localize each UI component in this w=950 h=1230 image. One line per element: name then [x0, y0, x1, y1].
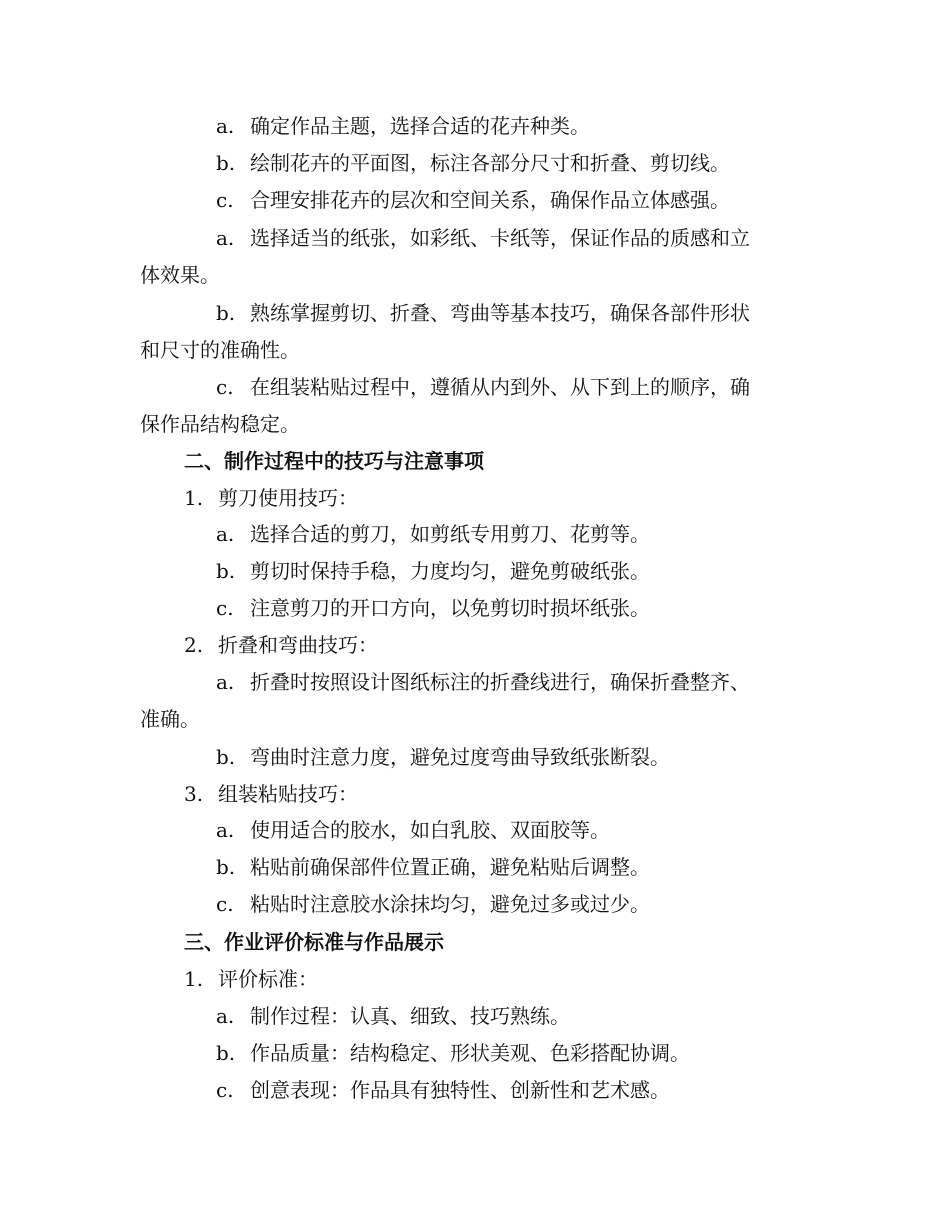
list-item-text: 注意剪刀的开口方向，以免剪切时损坏纸张。 [250, 596, 650, 620]
list-item-text: 作品质量：结构稳定、形状美观、色彩搭配协调。 [250, 1041, 690, 1065]
list-item [140, 776, 844, 812]
list-item [140, 516, 876, 552]
list-item-text: 确定作品主题，选择合适的花卉种类。 [250, 114, 590, 138]
list-marker: b. [216, 151, 236, 175]
list-item [140, 849, 876, 885]
list-marker: c. [216, 596, 234, 620]
list-item [140, 108, 876, 144]
section-heading: 三、作业评价标准与作品展示 [184, 930, 444, 954]
list-marker: c. [216, 188, 234, 212]
list-marker: a. [216, 226, 235, 250]
list-item-text: 组装粘贴技巧： [218, 782, 358, 806]
list-item [140, 553, 876, 589]
list-item-text: 创意表现：作品具有独特性、创新性和艺术感。 [250, 1078, 670, 1102]
list-item [140, 664, 876, 700]
list-marker: b. [216, 1041, 236, 1065]
list-item-text: 折叠和弯曲技巧： [218, 633, 378, 657]
list-marker: a. [216, 818, 235, 842]
list-item-text: 弯曲时注意力度，避免过度弯曲导致纸张断裂。 [250, 745, 670, 769]
list-item-text: 在组装粘贴过程中，遵循从内到外、从下到上的顺序，确 [250, 375, 750, 399]
list-item-continuation: 体效果。 [140, 263, 220, 287]
list-marker: c. [216, 375, 234, 399]
list-item-text: 折叠时按照设计图纸标注的折叠线进行，确保折叠整齐、 [250, 670, 750, 694]
list-item-text: 选择合适的剪刀，如剪纸专用剪刀、花剪等。 [250, 522, 650, 546]
list-marker: a. [216, 114, 235, 138]
list-marker: c. [216, 892, 234, 916]
list-item [140, 739, 876, 775]
list-marker: a. [216, 670, 235, 694]
list-item [140, 220, 876, 256]
list-item-continuation: 和尺寸的准确性。 [140, 338, 300, 362]
section-heading: 二、制作过程中的技巧与注意事项 [184, 449, 484, 473]
list-marker: 1. [184, 967, 204, 991]
list-item-text: 选择适当的纸张，如彩纸、卡纸等，保证作品的质感和立 [250, 226, 750, 250]
list-item-text: 合理安排花卉的层次和空间关系，确保作品立体感强。 [250, 188, 730, 212]
list-item [140, 145, 876, 181]
list-marker: c. [216, 1078, 234, 1102]
list-marker: a. [216, 522, 235, 546]
list-item [140, 182, 876, 218]
list-item [140, 998, 876, 1034]
list-item [140, 295, 876, 331]
list-item [140, 369, 876, 405]
list-item [140, 590, 876, 626]
list-marker: 3. [184, 782, 204, 806]
list-item-text: 熟练掌握剪切、折叠、弯曲等基本技巧，确保各部件形状 [250, 301, 750, 325]
list-marker: 1. [184, 486, 204, 510]
list-marker: b. [216, 559, 236, 583]
list-item [140, 1072, 876, 1108]
list-item-text: 粘贴前确保部件位置正确，避免粘贴后调整。 [250, 855, 650, 879]
list-item-text: 绘制花卉的平面图，标注各部分尺寸和折叠、剪切线。 [250, 151, 730, 175]
list-marker: b. [216, 745, 236, 769]
list-marker: a. [216, 1004, 235, 1028]
list-item-continuation: 准确。 [140, 707, 200, 731]
list-marker: b. [216, 301, 236, 325]
list-item-continuation: 保作品结构稳定。 [140, 412, 300, 436]
list-item-text: 剪刀使用技巧： [218, 486, 358, 510]
list-marker: 2. [184, 633, 204, 657]
list-marker: b. [216, 855, 236, 879]
list-item [140, 480, 844, 516]
list-item [140, 627, 844, 663]
list-item-text: 制作过程：认真、细致、技巧熟练。 [250, 1004, 570, 1028]
list-item-text: 剪切时保持手稳，力度均匀，避免剪破纸张。 [250, 559, 650, 583]
list-item [140, 812, 876, 848]
list-item [140, 961, 844, 997]
list-item-text: 使用适合的胶水，如白乳胶、双面胶等。 [250, 818, 610, 842]
list-item [140, 1035, 876, 1071]
list-item-text: 粘贴时注意胶水涂抹均匀，避免过多或过少。 [250, 892, 650, 916]
list-item [140, 886, 876, 922]
list-item-text: 评价标准： [218, 967, 318, 991]
